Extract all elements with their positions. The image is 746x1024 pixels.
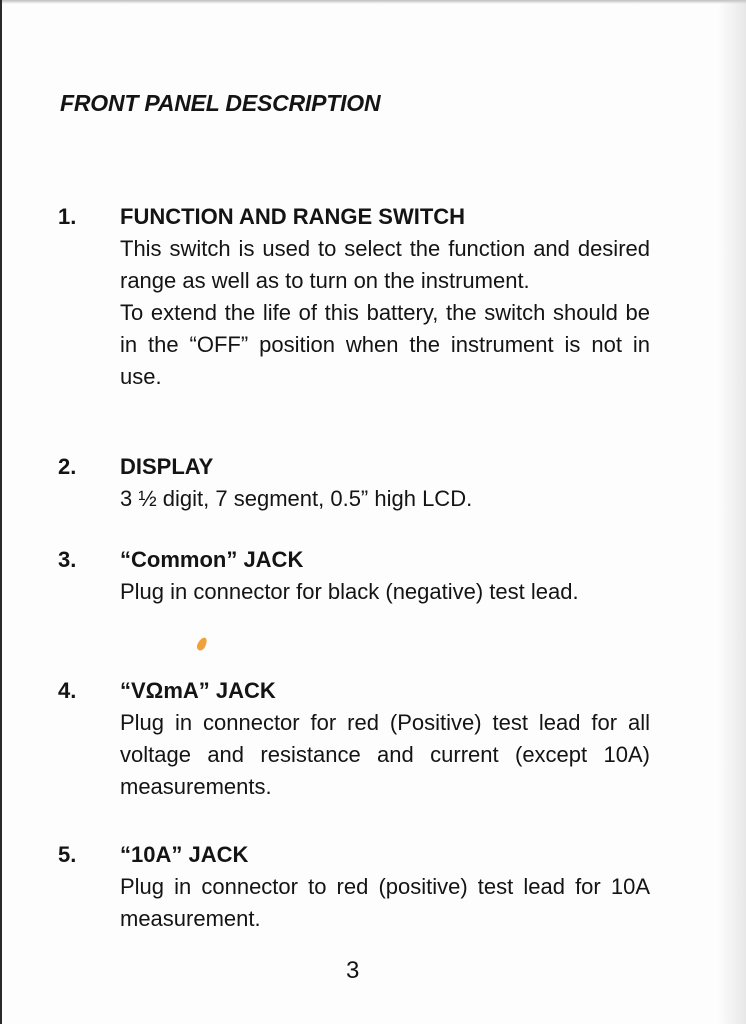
item-number: 2.: [58, 454, 77, 479]
item-number: 1.: [58, 204, 77, 229]
item-title: FUNCTION AND RANGE SWITCH: [120, 204, 466, 229]
ink-smudge: [195, 636, 209, 652]
item-content: [120, 675, 650, 803]
page-right-shadow: [718, 0, 746, 1024]
item-content: [120, 544, 650, 608]
item-paragraph: 3 ½ digit, 7 segment, 0.5” high LCD.: [120, 486, 473, 511]
item-paragraph: This switch is used to select the function and desired range as well as to turn on the instrument.: [120, 236, 650, 293]
item-paragraph: Plug in connector for red (Positive) test lead for all voltage and resistance and current (except 10A) measurements.: [120, 710, 650, 799]
item-title: “VΩmA” JACK: [120, 678, 276, 703]
item-paragraph: Plug in connector to red (positive) test lead for 10A measurement.: [120, 874, 650, 931]
item-paragraph: Plug in connector for black (negative) test lead.: [120, 579, 579, 604]
item-content: [120, 201, 650, 393]
item-title: DISPLAY: [120, 454, 214, 479]
item-number: 3.: [58, 547, 77, 572]
page-number: 3: [346, 957, 360, 984]
item-number: 5.: [58, 842, 77, 867]
item-title: “10A” JACK: [120, 842, 249, 867]
section-heading: FRONT PANEL DESCRIPTION: [60, 90, 381, 116]
item-content: [120, 451, 650, 515]
item-content: [120, 839, 650, 935]
item-number: 4.: [58, 678, 77, 703]
item-paragraph: To extend the life of this battery, the switch should be in the “OFF” position when the instrument is not in use.: [120, 300, 650, 389]
page-top-edge: [2, 0, 746, 4]
item-title: “Common” JACK: [120, 547, 304, 572]
